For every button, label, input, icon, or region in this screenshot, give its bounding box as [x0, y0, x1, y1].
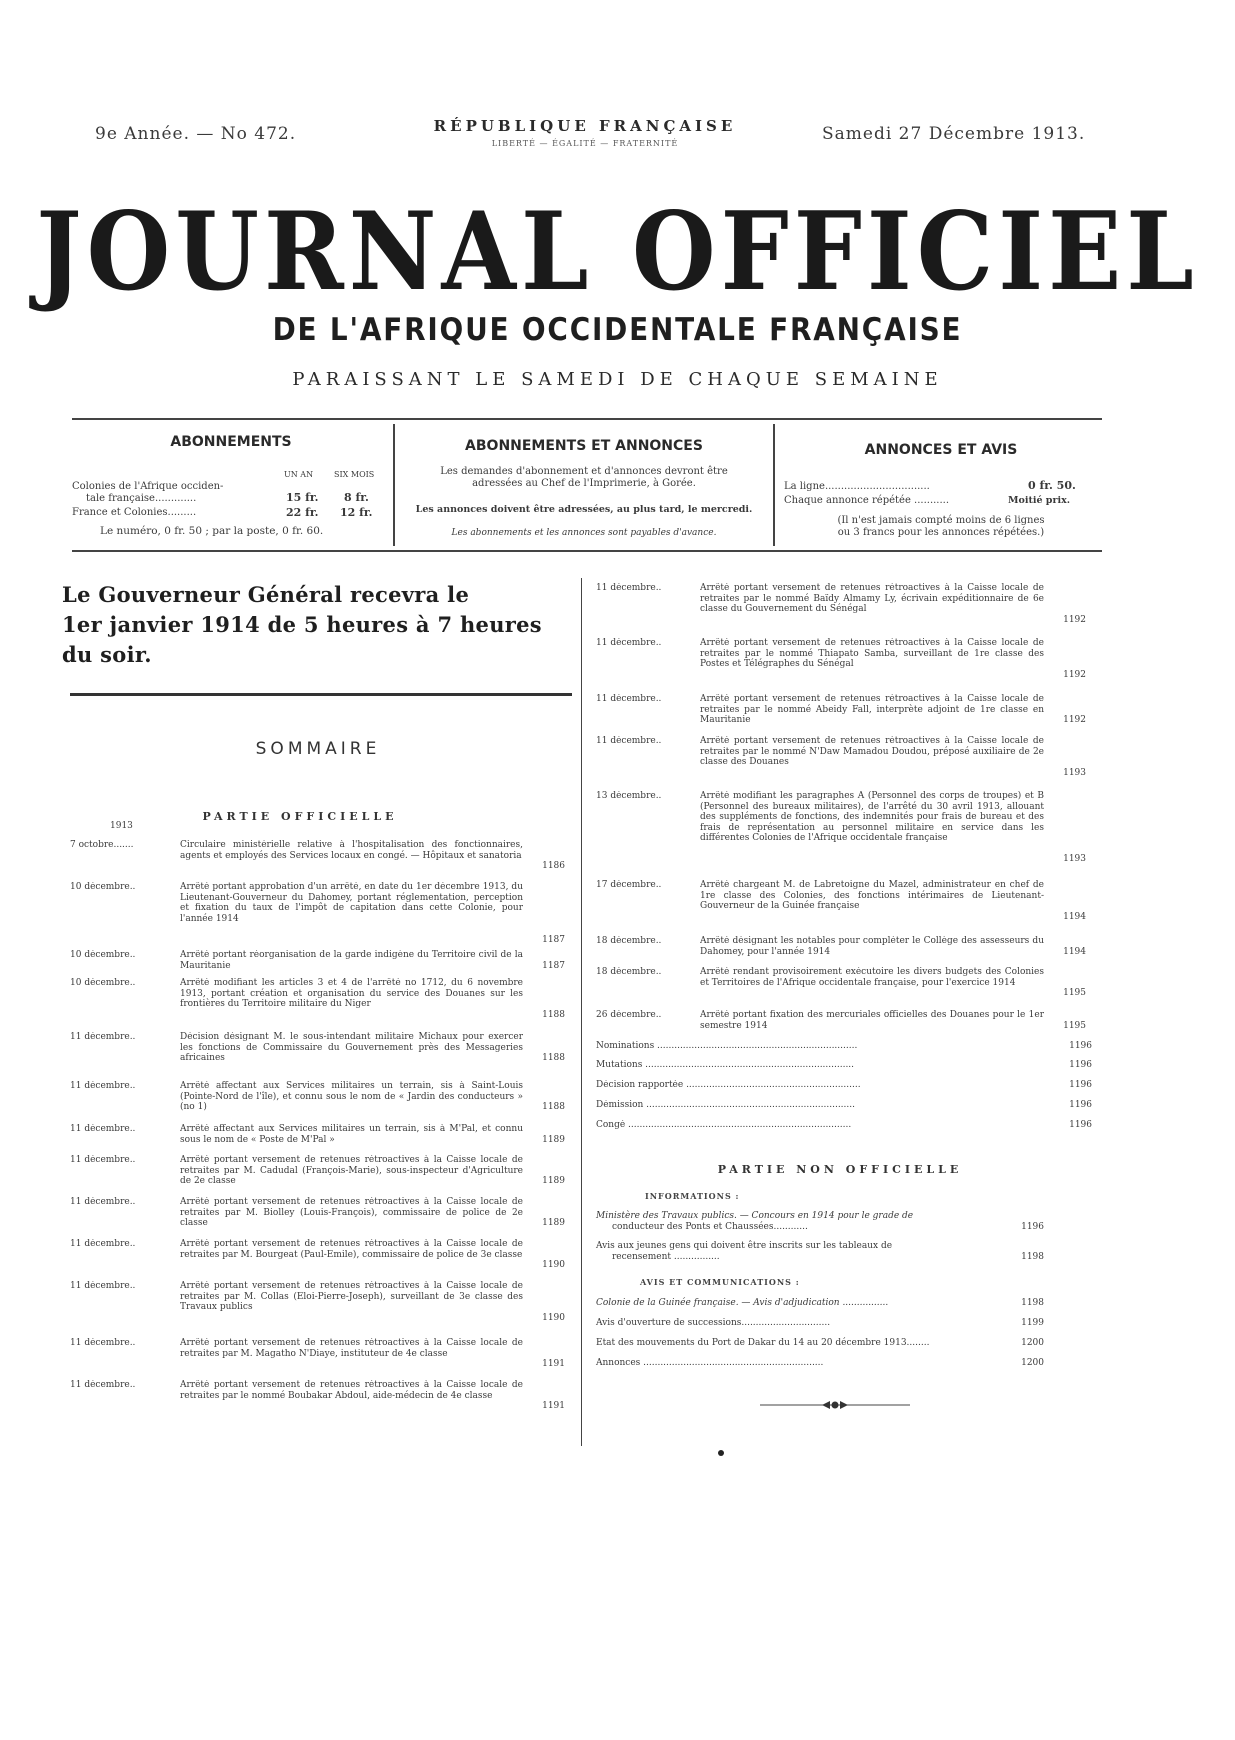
partie-officielle-title: PARTIE OFFICIELLE	[202, 810, 398, 823]
ab-ann-line2: adressées au Chef de l'Imprimerie, à Gorée.	[472, 478, 696, 489]
toc-entry-date: 10 décembre..	[70, 978, 136, 988]
toc-entry	[70, 1338, 567, 1370]
avis4-text: Annonces ...............................................................	[596, 1358, 824, 1368]
issue-date: Samedi 27 Décembre 1913.	[822, 124, 1086, 144]
avis1-text: Colonie de la Guinée française. — Avis d'adjudication ................	[596, 1298, 889, 1308]
info2-page: 1198	[1021, 1252, 1044, 1262]
box-top-rule	[72, 418, 1102, 420]
toc-simple-page: 1196	[1065, 1080, 1092, 1091]
column-divider	[581, 578, 582, 1446]
toc-simple-entry	[596, 1100, 1092, 1112]
box-divider-1	[393, 424, 395, 546]
row1-label-a: Colonies de l'Afrique occiden-	[72, 481, 224, 492]
toc-entry-date: 11 décembre..	[596, 638, 662, 648]
toc-entry-date: 11 décembre..	[70, 1197, 136, 1207]
dot-mark	[718, 1450, 724, 1456]
toc-entry	[70, 1155, 567, 1187]
toc-entry	[70, 1032, 567, 1064]
row1-un-an: 15 fr.	[286, 491, 319, 504]
announcement-line2: 1er janvier 1914 de 5 heures à 7 heures	[62, 612, 542, 637]
toc-entry	[70, 1081, 567, 1113]
toc-entry-page: 1187	[542, 960, 565, 971]
toc-entry	[70, 1197, 567, 1229]
toc-entry-page: 1189	[542, 1218, 565, 1228]
toc-entry	[596, 694, 1088, 726]
numero-price: Le numéro, 0 fr. 50 ; par la poste, 0 fr. 60.	[100, 525, 324, 537]
ligne-label: La ligne.................................	[784, 481, 930, 492]
toc-entry-date: 18 décembre..	[596, 936, 662, 946]
toc-entry-date: 11 décembre..	[70, 1032, 136, 1042]
governor-announcement	[62, 580, 574, 670]
toc-simple-page: 1196	[1065, 1041, 1092, 1052]
toc-entry-date: 11 décembre..	[596, 583, 662, 593]
annonces-avis-box	[780, 424, 1102, 546]
toc-entry-text: Arrêté portant versement de retenues rétroactives à la Caisse locale de retraites par M. Bourgeat (Paul-Emile), commissaire de police de 3e classe	[180, 1239, 523, 1260]
toc-entry	[70, 950, 567, 971]
sommaire-title: SOMMAIRE	[255, 739, 381, 759]
row2-six-mois: 12 fr.	[340, 506, 373, 519]
toc-entry-date: 11 décembre..	[70, 1155, 136, 1165]
toc-entry-text: Arrêté portant approbation d'un arrêté, en date du 1er décembre 1913, du Lieutenant-Gouverneur du Dahomey, portant réglementation, perception et fixation du taux de l'impôt de capitation dans cette Colonie, pour l'année 1914	[180, 882, 523, 924]
toc-entry-text: Circulaire ministérielle relative à l'hospitalisation des fonctionnaires, agents et employés des Services locaux en congé. — Hôpitaux et sanatoria	[180, 840, 523, 861]
row1-label-b: tale française.............	[86, 493, 197, 504]
republic-motto: LIBERTÉ — ÉGALITÉ — FRATERNITÉ	[491, 139, 679, 148]
toc-simple-entry	[596, 1120, 1092, 1132]
toc-entry	[70, 840, 567, 872]
toc-simple-page: 1196	[1065, 1120, 1092, 1131]
journal-subtitle: DE L'AFRIQUE OCCIDENTALE FRANÇAISE	[272, 312, 963, 348]
toc-entry-text: Arrêté modifiant les paragraphes A (Personnel des corps de troupes) et B (Personnel des bureaux militaires), de l'arrêté du 30 avril 1913, allouant des suppléments de fonctions, des indemnités pour frais de bureau et des frais de représentation au personnel militaire en service dans les différentes Colonies de l'Afrique occidentale française	[700, 791, 1044, 843]
republic-title: RÉPUBLIQUE FRANÇAISE	[433, 117, 737, 135]
toc-simple-entry	[596, 1041, 1092, 1053]
toc-entry-text: Arrêté portant versement de retenues rétroactives à la Caisse locale de retraites par le nommé Thiapato Samba, surveillant de 1re classe des Postes et Télégraphes du Sénégal	[700, 638, 1044, 669]
toc-entry-page: 1191	[542, 1401, 565, 1411]
toc-entry	[70, 1124, 567, 1145]
info1-page: 1196	[1021, 1222, 1044, 1232]
row2-un-an: 22 fr.	[286, 506, 319, 519]
toc-simple-label: Nominations ......................................................................	[596, 1041, 858, 1051]
toc-entry-date: 13 décembre..	[596, 791, 662, 801]
toc-entry-page: 1191	[542, 1359, 565, 1369]
toc-entry-page: 1188	[542, 1053, 565, 1063]
toc-entry-date: 11 décembre..	[596, 736, 662, 746]
toc-entry-date: 10 décembre..	[70, 882, 136, 892]
row2-label: France et Colonies.........	[72, 507, 197, 518]
abonnements-title: ABONNEMENTS	[170, 434, 292, 450]
year-issue: 9e Année. — No 472.	[95, 124, 297, 144]
ab-ann-line1: Les demandes d'abonnement et d'annonces devront être	[440, 466, 728, 477]
announcement-line3: du soir.	[62, 642, 152, 667]
publication-frequency: PARAISSANT LE SAMEDI DE CHAQUE SEMAINE	[292, 369, 943, 390]
toc-entry-date: 11 décembre..	[596, 694, 662, 704]
toc-entry-page: 1192	[1063, 669, 1086, 680]
informations-label: INFORMATIONS :	[645, 1191, 740, 1201]
toc-entry	[596, 583, 1088, 625]
toc-simple-label: Mutations .........................................................................	[596, 1060, 855, 1070]
toc-entry-date: 11 décembre..	[70, 1338, 136, 1348]
repetee-label: Chaque annonce répétée ...........	[784, 495, 950, 506]
abonnements-annonces-title: ABONNEMENTS ET ANNONCES	[465, 438, 703, 454]
toc-entry-page: 1194	[1063, 911, 1086, 922]
row1-six-mois: 8 fr.	[344, 491, 369, 504]
avis1-page: 1198	[1021, 1298, 1044, 1308]
toc-entry-date: 10 décembre..	[70, 950, 136, 960]
info2-line-a: Avis aux jeunes gens qui doivent être inscrits sur les tableaux de	[596, 1241, 893, 1251]
sommaire-year: 1913	[110, 821, 133, 831]
toc-entry-date: 11 décembre..	[70, 1281, 136, 1291]
toc-entry-page: 1189	[542, 1176, 565, 1186]
info2-line-b: recensement ................	[612, 1252, 720, 1262]
toc-entry-page: 1192	[1063, 614, 1086, 625]
toc-entry-text: Arrêté portant versement de retenues rétroactives à la Caisse locale de retraites par M. Biolley (Louis-François), commissaire de police de 2e classe	[180, 1197, 523, 1228]
toc-simple-label: Démission .........................................................................	[596, 1100, 855, 1110]
toc-entry-date: 11 décembre..	[70, 1124, 136, 1134]
toc-entry-date: 18 décembre..	[596, 967, 662, 977]
toc-entry	[596, 638, 1088, 680]
toc-entry-page: 1189	[542, 1134, 565, 1145]
toc-simple-label: Congé ..............................................................................	[596, 1120, 852, 1130]
toc-entry-page: 1193	[1063, 767, 1086, 778]
toc-entry-text: Arrêté portant versement de retenues rétroactives à la Caisse locale de retraites par le nommé Abeidy Fall, interprète adjoint de 1re classe en Mauritanie	[700, 694, 1044, 725]
toc-entry	[596, 880, 1088, 922]
toc-entry-page: 1187	[542, 934, 565, 945]
toc-entry	[596, 791, 1088, 865]
ligne-price: 0 fr. 50.	[1028, 479, 1076, 492]
toc-entry-text: Arrêté rendant provisoirement exécutoire les divers budgets des Colonies et Territoires de l'Afrique occidentale française, pour l'exercice 1914	[700, 967, 1044, 988]
toc-entry-page: 1192	[1063, 715, 1086, 725]
toc-entry	[70, 882, 567, 945]
toc-entry-date: 17 décembre..	[596, 880, 662, 890]
toc-entry-text: Arrêté chargeant M. de Labretoigne du Mazel, administrateur en chef de 1re classe des Colonies, des fonctions intérimaires de Lieutenant-Gouverneur de la Guinée française	[700, 880, 1044, 911]
toc-entry-page: 1188	[542, 1102, 565, 1112]
toc-entry-text: Arrêté portant versement de retenues rétroactives à la Caisse locale de retraites par le nommé N'Daw Mamadou Doudou, préposé auxiliaire de 2e classe des Douanes	[700, 736, 1044, 767]
abonnements-box	[72, 424, 390, 546]
toc-entry-date: 11 décembre..	[70, 1239, 136, 1249]
toc-entry-date: 11 décembre..	[70, 1081, 136, 1091]
partie-non-officielle-title: PARTIE NON OFFICIELLE	[717, 1163, 963, 1176]
toc-entry-text: Arrêté désignant les notables pour compléter le Collège des assesseurs du Dahomey, pour l'année 1914	[700, 936, 1044, 957]
toc-simple-label: Décision rapportée .............................................................	[596, 1080, 861, 1090]
toc-entry-text: Arrêté portant versement de retenues rétroactives à la Caisse locale de retraites par M. Cadudal (François-Marie), sous-inspecteur d'Agriculture de 2e classe	[180, 1155, 523, 1186]
toc-entry-page: 1190	[542, 1260, 565, 1270]
toc-entry-page: 1190	[542, 1312, 565, 1323]
toc-entry	[70, 1281, 567, 1323]
toc-entry-text: Arrêté portant versement de retenues rétroactives à la Caisse locale de retraites par le nommé Baïdy Almamy Ly, écrivain expéditionnaire de 6e classe du Gouvernement du Sénégal	[700, 583, 1044, 614]
box-divider-2	[773, 424, 775, 546]
toc-simple-page: 1196	[1065, 1100, 1092, 1111]
avis2-page: 1199	[1021, 1318, 1044, 1328]
announcement-line1: Le Gouverneur Général recevra le	[62, 582, 470, 607]
toc-entry	[596, 1010, 1088, 1031]
toc-entry-page: 1193	[1063, 854, 1086, 864]
toc-entry-date: 26 décembre..	[596, 1010, 662, 1020]
avis3-text: Etat des mouvements du Port de Dakar du 14 au 20 décembre 1913........	[596, 1338, 930, 1348]
toc-entry-text: Arrêté portant versement de retenues rétroactives à la Caisse locale de retraites par M. Collas (Eloi-Pierre-Joseph), surveillant de 3e classe des Travaux publics	[180, 1281, 523, 1312]
toc-entry-text: Décision désignant M. le sous-intendant militaire Michaux pour exercer les fonctions de Commissaire du Gouvernement près des Messageries africaines	[180, 1032, 523, 1063]
toc-entry-page: 1186	[542, 861, 565, 871]
ab-ann-line4: Les abonnements et les annonces sont payables d'avance.	[451, 528, 717, 538]
toc-entry	[596, 736, 1088, 778]
toc-entry-page: 1195	[1063, 988, 1086, 998]
toc-simple-page: 1196	[1065, 1060, 1092, 1071]
repetee-price: Moitié prix.	[1008, 495, 1071, 506]
toc-entry	[596, 936, 1088, 957]
toc-entry	[70, 978, 567, 1020]
toc-entry-text: Arrêté portant fixation des mercuriales officielles des Douanes pour le 1er semestre 1914	[700, 1010, 1044, 1031]
toc-entry-page: 1195	[1063, 1020, 1086, 1031]
annonces-note2: ou 3 francs pour les annonces répétées.)	[837, 527, 1045, 538]
toc-simple-entry	[596, 1060, 1092, 1072]
journal-title: JOURNAL OFFICIEL	[36, 188, 1199, 315]
box-bottom-rule	[72, 550, 1102, 552]
toc-entry-page: 1194	[1063, 946, 1086, 957]
toc-entry-text: Arrêté affectant aux Services militaires un terrain, sis à M'Pal, et connu sous le nom de « Poste de M'Pal »	[180, 1124, 523, 1145]
info1-line-a: Ministère des Travaux publics. — Concours en 1914 pour le grade de	[596, 1211, 914, 1221]
toc-entry-text: Arrêté affectant aux Services militaires un terrain, sis à Saint-Louis (Pointe-Nord de l'île), et connu sous le nom de « Jardin des conducteurs » (no 1)	[180, 1081, 523, 1112]
toc-entry-date: 7 octobre.......	[70, 840, 134, 850]
annonces-avis-title: ANNONCES ET AVIS	[864, 442, 1018, 458]
toc-entry-text: Arrêté portant versement de retenues rétroactives à la Caisse locale de retraites par M. Magatho N'Diaye, instituteur de 4e classe	[180, 1338, 523, 1359]
toc-entry	[70, 1239, 567, 1271]
info1-line-b: conducteur des Ponts et Chaussées............	[612, 1222, 808, 1232]
annonces-note1: (Il n'est jamais compté moins de 6 lignes	[837, 515, 1045, 526]
avis-label: AVIS ET COMMUNICATIONS :	[640, 1277, 800, 1287]
ornament-divider	[760, 1397, 910, 1413]
toc-simple-entry	[596, 1080, 1092, 1092]
toc-entry	[596, 967, 1088, 999]
abonnements-annonces-box	[398, 424, 770, 546]
announcement-rule	[70, 693, 572, 696]
toc-entry-page: 1188	[542, 1009, 565, 1020]
toc-entry-text: Arrêté modifiant les articles 3 et 4 de l'arrêté no 1712, du 6 novembre 1913, portant création et organisation du service des Douanes sur les frontières du Territoire militaire du Niger	[180, 978, 523, 1009]
toc-entry-date: 11 décembre..	[70, 1380, 136, 1390]
avis4-page: 1200	[1021, 1358, 1044, 1368]
avis2-text: Avis d'ouverture de successions...............................	[596, 1318, 831, 1328]
toc-entry-text: Arrêté portant réorganisation de la garde indigène du Territoire civil de la Mauritanie	[180, 950, 523, 971]
toc-entry	[70, 1380, 567, 1412]
col-un-an: UN AN	[284, 470, 314, 479]
ab-ann-line3: Les annonces doivent être adressées, au plus tard, le mercredi.	[415, 504, 753, 515]
avis3-page: 1200	[1021, 1338, 1044, 1348]
toc-entry-text: Arrêté portant versement de retenues rétroactives à la Caisse locale de retraites par le nommé Boubakar Abdoul, aide-médecin de 4e classe	[180, 1380, 523, 1401]
col-six-mois: SIX MOIS	[334, 470, 375, 479]
